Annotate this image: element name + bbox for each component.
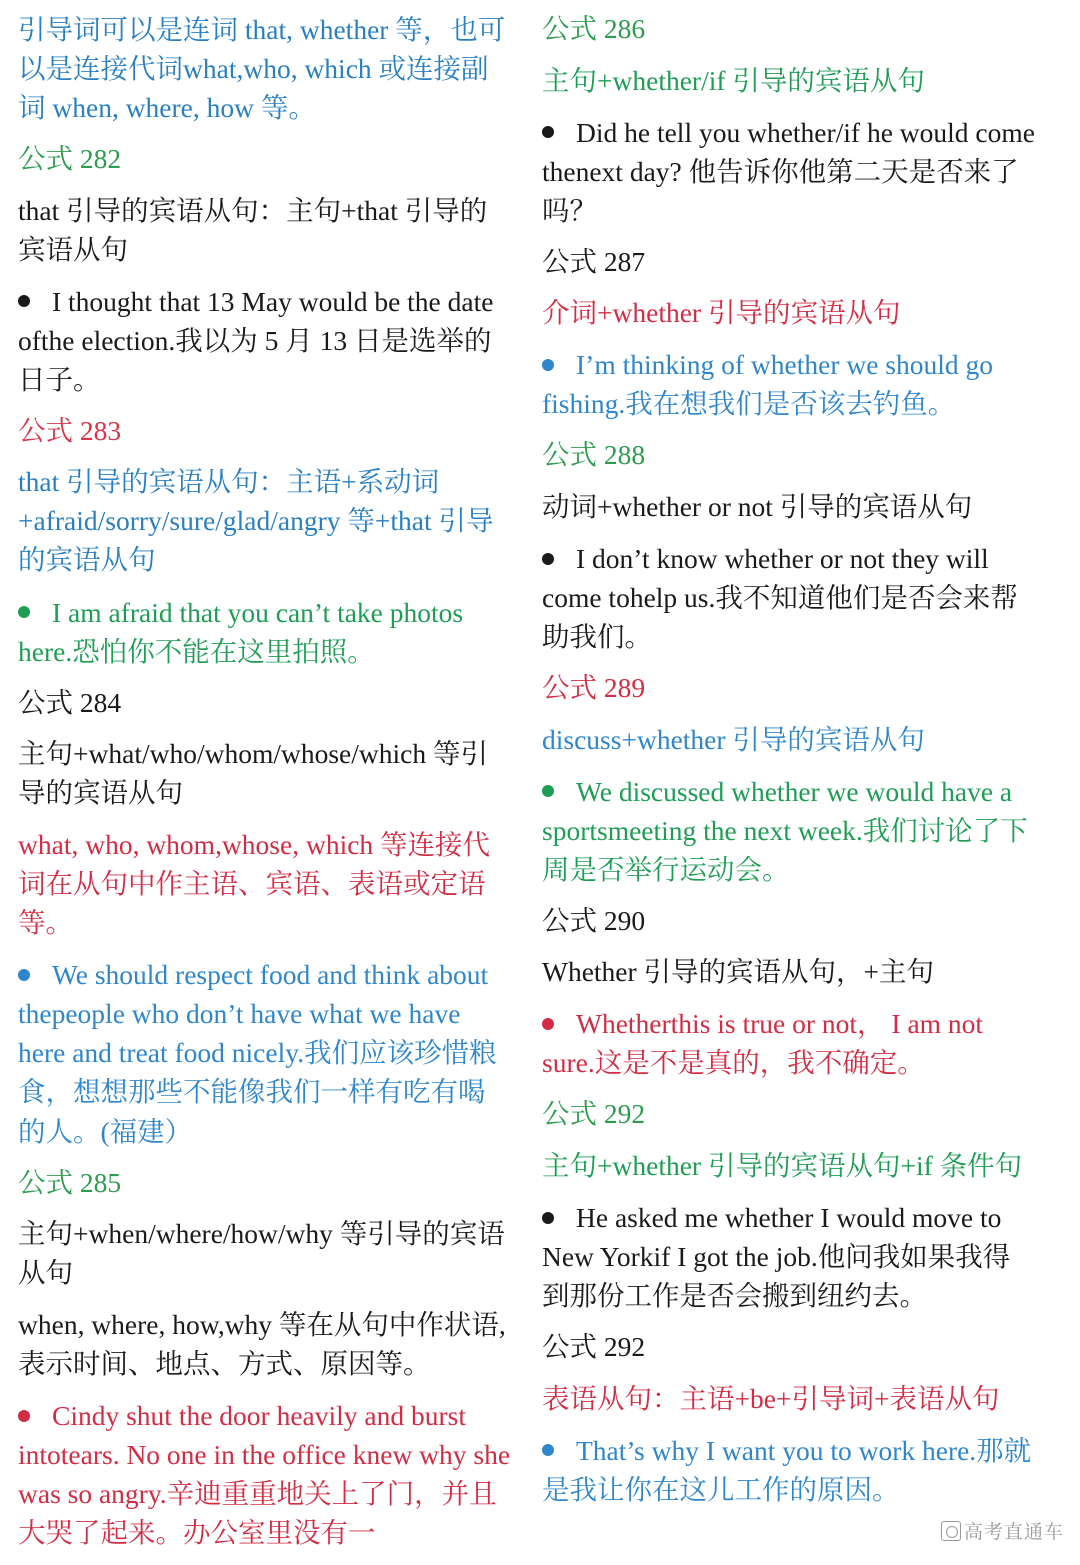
example-text: Cindy shut the door heavily and burst intotears. No one in the office knew why she was so angry.辛迪重重地关上了门，并且大哭了起来。办公室里没有一 — [18, 1400, 511, 1549]
formula-note-285: when, where, how,why 等在从句中作状语,表示时间、地点、方式、原因等。 — [18, 1309, 506, 1380]
example-text: He asked me whether I would move to New Yorkif I got the job.他问我如果我得到那份工作是否会搬到纽约去。 — [542, 1201, 1011, 1311]
example-text: I don’t know whether or not they will come tohelp us.我不知道他们是否会来帮助我们。 — [542, 542, 1018, 652]
bullet-dot-icon — [542, 359, 554, 371]
example-285 — [18, 1396, 512, 1552]
formula-number-284: 公式 284 — [18, 686, 122, 718]
watermark-text: 高考直通车 — [963, 1522, 1064, 1543]
example-text: That’s why I want you to work here.那就是我让你在这儿工作的原因。 — [542, 1434, 1032, 1505]
formula-number-283: 公式 283 — [18, 414, 122, 446]
formula-rule-292-b: 表语从句：主语+be+引导词+表语从句 — [542, 1382, 1000, 1414]
formula-rule-283: that 引导的宾语从句：主语+系动词+afraid/sorry/sure/glad/angry 等+that 引导的宾语从句 — [18, 466, 494, 576]
watermark-logo-icon — [941, 1521, 961, 1541]
formula-rule-288: 动词+whether or not 引导的宾语从句 — [542, 490, 973, 522]
formula-number-282: 公式 282 — [18, 143, 122, 175]
two-column-layout — [18, 10, 1062, 1550]
example-286 — [542, 113, 1036, 230]
example-284 — [18, 955, 512, 1150]
example-283 — [18, 593, 512, 671]
bullet-dot-icon — [18, 295, 30, 307]
example-290 — [542, 1004, 1036, 1082]
example-text: Whetherthis is true or not， I am not sure.这是不是真的，我不确定。 — [542, 1008, 984, 1079]
example-text: I’m thinking of whether we should go fishing.我在想我们是否该去钓鱼。 — [542, 349, 994, 420]
bullet-dot-icon — [18, 606, 30, 618]
formula-rule-292-a: 主句+whether 引导的宾语从句+if 条件句 — [542, 1149, 1023, 1181]
bullet-dot-icon — [542, 785, 554, 797]
example-288 — [542, 539, 1036, 656]
example-292-b — [542, 1431, 1036, 1509]
formula-rule-289: discuss+whether 引导的宾语从句 — [542, 723, 925, 755]
formula-number-289: 公式 289 — [542, 672, 646, 704]
example-282 — [18, 282, 512, 399]
intro-paragraph: 引导词可以是连词 that, whether 等，也可以是连接代词what,who, which 或连接副词 when, where, how 等。 — [18, 14, 506, 124]
bullet-dot-icon — [542, 553, 554, 565]
watermark — [941, 1517, 1064, 1544]
example-287 — [542, 345, 1036, 423]
example-text: We discussed whether we would have a sportsmeeting the next week.我们讨论了下周是否举行运动会。 — [542, 775, 1028, 885]
formula-rule-282: that 引导的宾语从句：主句+that 引导的宾语从句 — [18, 194, 488, 265]
formula-number-286: 公式 286 — [542, 13, 646, 44]
formula-number-292-b: 公式 292 — [542, 1331, 646, 1363]
left-column — [18, 10, 512, 1565]
bullet-dot-icon — [542, 1212, 554, 1224]
bullet-dot-icon — [542, 1018, 554, 1030]
formula-number-287: 公式 287 — [542, 245, 646, 277]
example-289 — [542, 772, 1036, 889]
example-text: I am afraid that you can’t take photos here.恐怕你不能在这里拍照。 — [18, 596, 464, 667]
bullet-dot-icon — [542, 1444, 554, 1456]
formula-number-290: 公式 290 — [542, 904, 646, 936]
formula-note-284: what, who, whom,whose, which 等连接代词在从句中作主语、宾语、表语或定语等。 — [18, 829, 491, 939]
example-text: I thought that 13 May would be the date ofthe election.我以为 5 月 13 日是选举的日子。 — [18, 285, 494, 395]
formula-rule-290: Whether 引导的宾语从句，+主句 — [542, 956, 935, 988]
bullet-dot-icon — [18, 969, 30, 981]
formula-rule-285: 主句+when/where/how/why 等引导的宾语从句 — [18, 1218, 505, 1289]
example-text: Did he tell you whether/if he would come thenext day? 他告诉你他第二天是否来了吗？ — [542, 116, 1035, 226]
bullet-dot-icon — [18, 1410, 30, 1422]
example-text: We should respect food and think about thepeople who don’t have what we have here and treat food nicely.我们应该珍惜粮食，想想那些不能像我们一样有吃有喝的人。(福建） — [18, 959, 497, 1147]
right-column — [542, 10, 1036, 1522]
formula-number-288: 公式 288 — [542, 439, 646, 471]
formula-number-292-a: 公式 292 — [542, 1098, 646, 1130]
bullet-dot-icon — [542, 126, 554, 138]
formula-rule-287: 介词+whether 引导的宾语从句 — [542, 297, 901, 329]
formula-number-285: 公式 285 — [18, 1166, 122, 1198]
example-292-a — [542, 1198, 1036, 1315]
formula-rule-286: 主句+whether/if 引导的宾语从句 — [542, 64, 925, 96]
formula-rule-284: 主句+what/who/whom/whose/which 等引导的宾语从句 — [18, 738, 488, 809]
